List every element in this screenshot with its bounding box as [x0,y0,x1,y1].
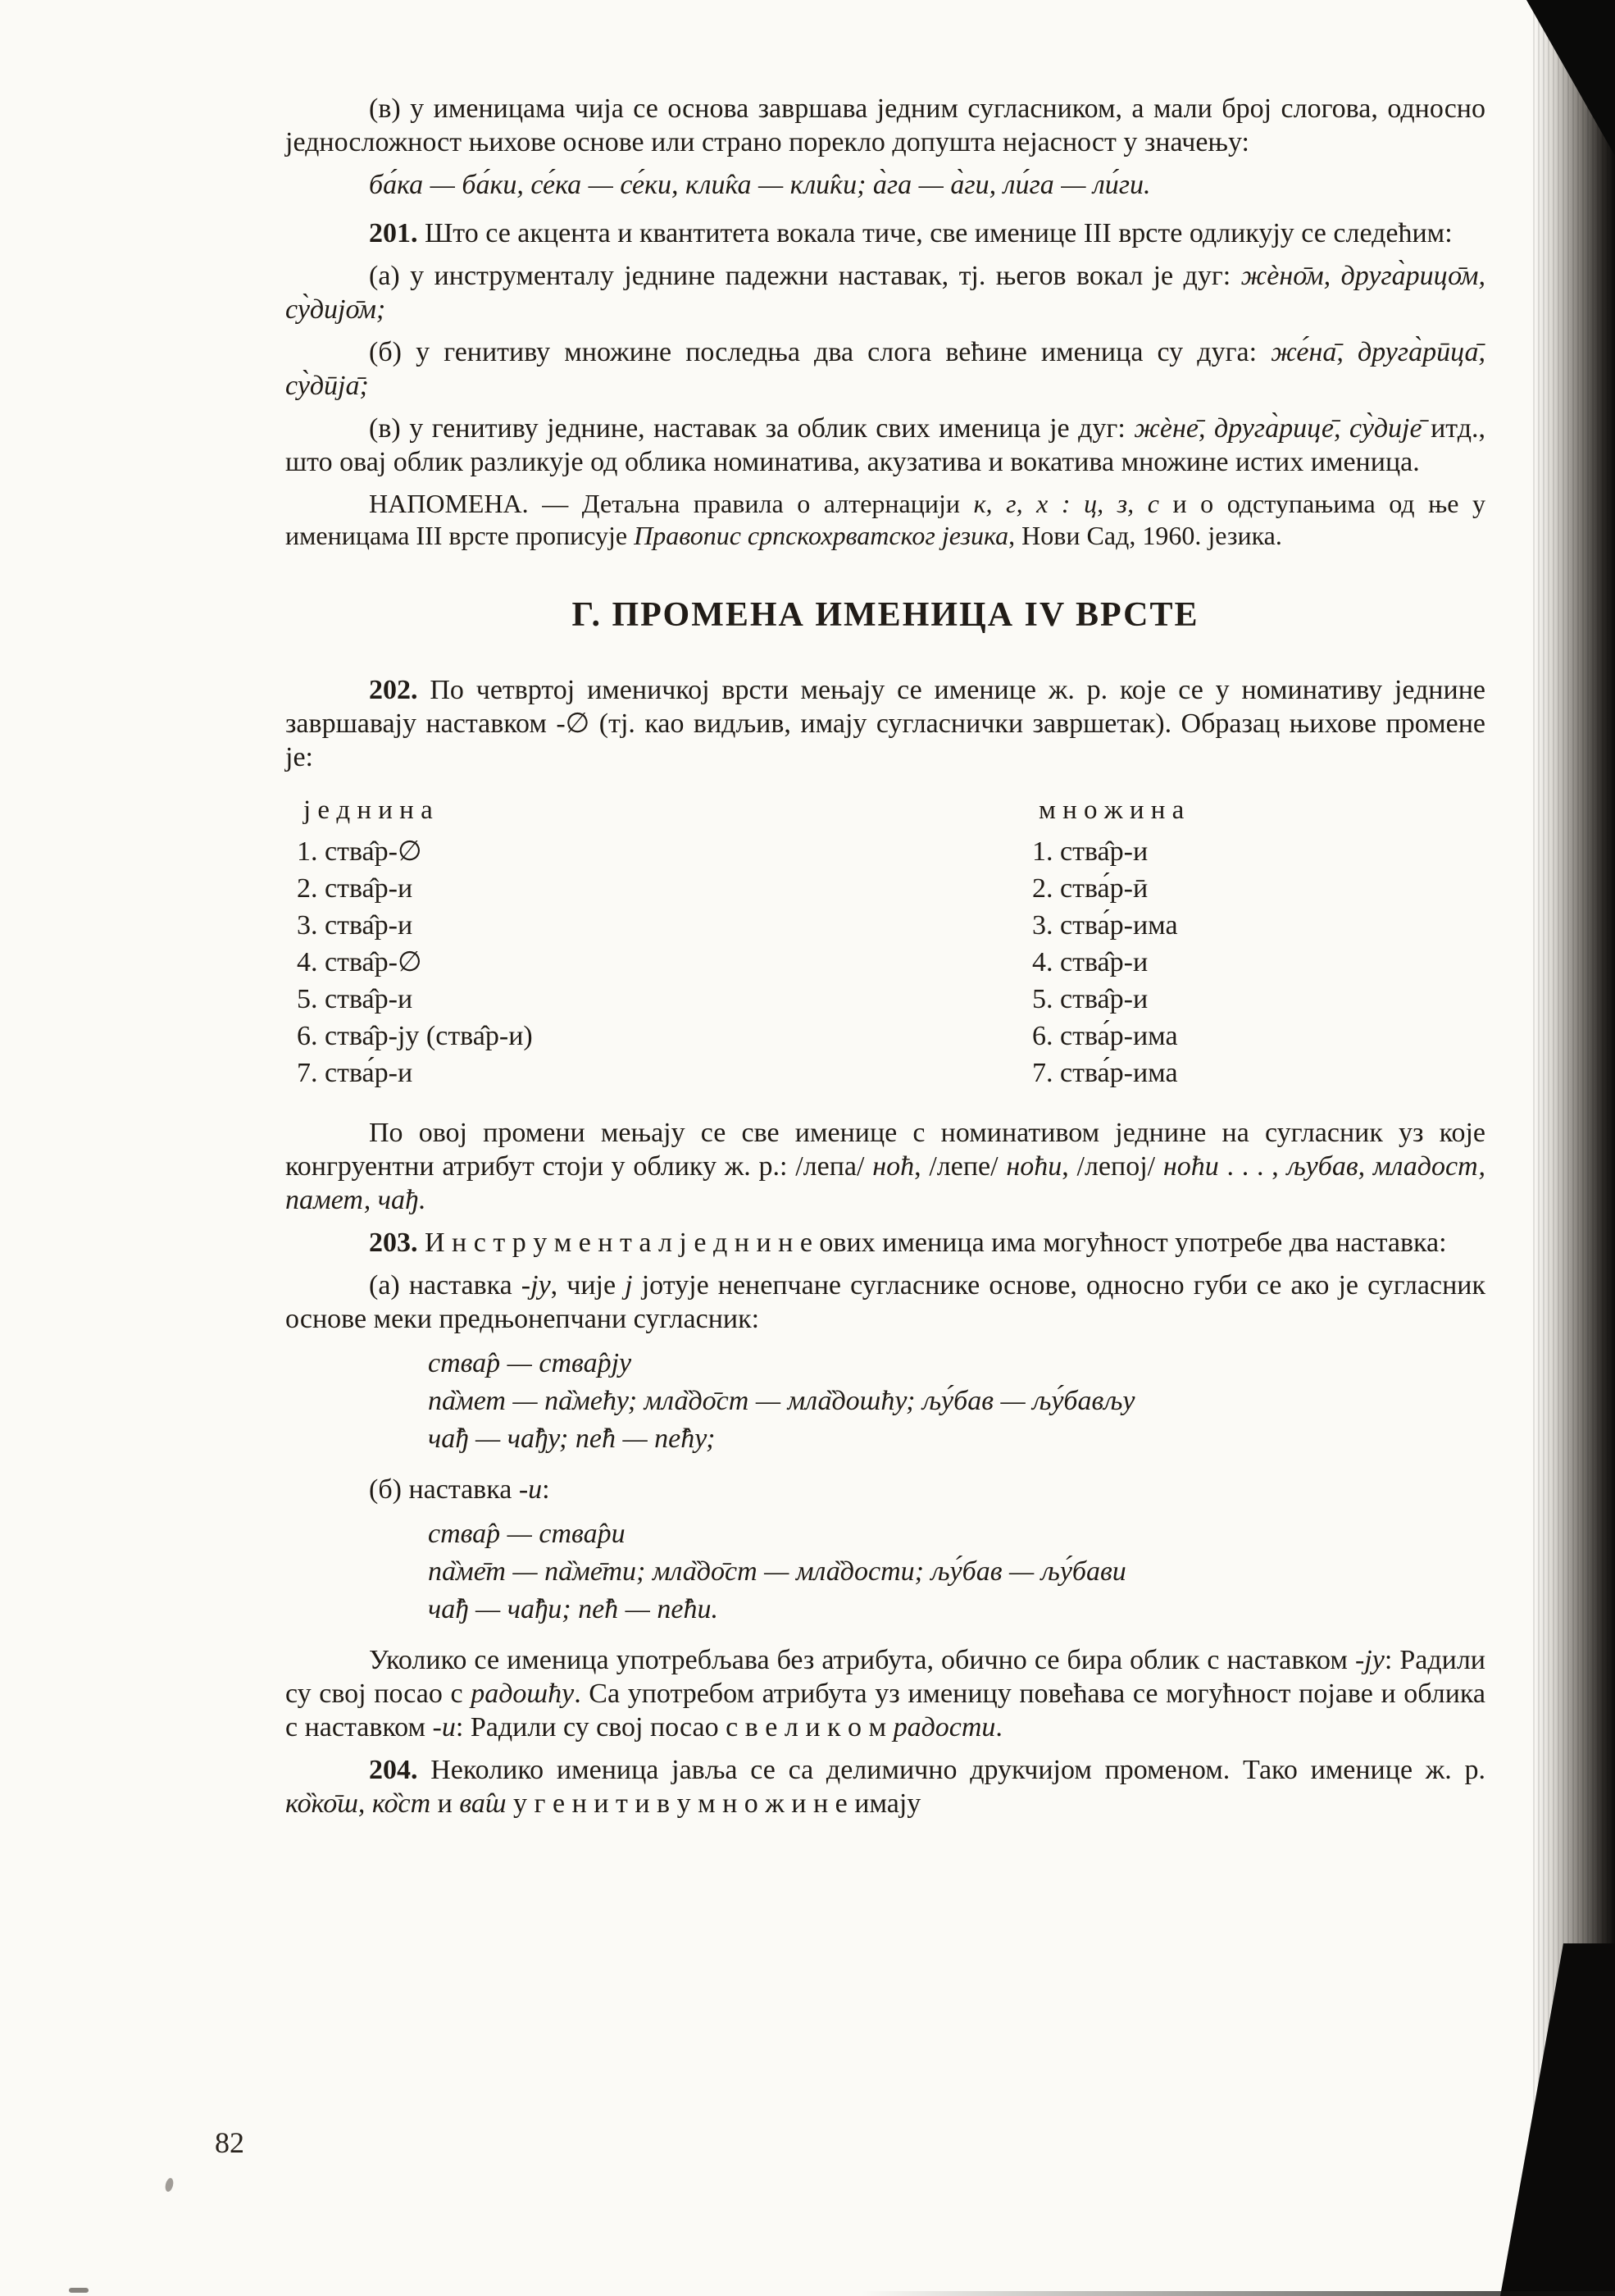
text-segment: Уколико се именица употребљава без атрибута, обично се бира облик с наставком [369,1645,1355,1675]
text-segment: : [542,1474,550,1505]
text-segment: ва̂ш [459,1788,507,1819]
text-segment: -ју [1354,1645,1385,1675]
paradigm-row: 7. ства́р-и [297,1058,413,1088]
singular-column [297,792,1032,1091]
text-segment: НАПОМЕНА. — Детаљна правила о алтернацији [369,489,974,518]
text-segment: , Нови Сад, 1960. језика. [1008,521,1282,550]
singular-header: ј е д н и н а [303,795,433,825]
example-line: па̏мет — па̏мећу; мла̏до̄ст — мла̏дошћу; љу́бав — љу́бављу [428,1386,1135,1416]
example-line-baka [285,168,1485,202]
paradigm-row: 4. ства̂р-и [1032,947,1149,977]
text-segment: јотује ненепчане сугласнике основе, односно губи се ако је сугласник основе меки предњонепчани сугласник: [285,1270,1485,1334]
paradigm-row: 2. ства́р-ӣ [1032,873,1149,904]
text-segment: (б) наставка [369,1474,519,1505]
paradigm-row: 3. ства̂р-и [297,910,413,941]
text-segment: ноћ [872,1151,915,1182]
text-segment: -и [432,1712,456,1742]
text-segment: Правопис српскохрватског језика [634,521,1009,550]
text-segment: итд., што овај облик разликује од облика номинатива, акузатива и вокатива множине истих именица. [285,413,1485,477]
scan-corner-bottom [1500,1943,1615,2296]
text-segment: радошћу [471,1679,575,1709]
text-segment: , /лепој/ [1062,1151,1163,1182]
paradigm-row: 1. ства̂р-∅ [297,836,422,867]
text-segment: ноћи [1162,1151,1219,1182]
text-segment: (а) наставка [369,1270,521,1301]
text-segment: радости [893,1712,996,1742]
text-segment: . [995,1712,1003,1742]
scan-mark-bottom-left [69,2288,89,2293]
paragraph-201-b [285,335,1485,403]
text-segment: ба́ка — ба́ки, се́ка — се́ки, кли̂ка — кли̂ки; а̀га — а̀ги, ли́га — ли́ги. [369,170,1151,200]
page-number: 82 [215,2126,244,2159]
text-segment: , чије [550,1270,626,1301]
text-segment: к, г, х : ц, з, с [973,489,1159,518]
text-segment: 203. [369,1228,418,1258]
text-segment: жѐне̄, друга̀рице̄, су̀дије̄ [1134,413,1422,444]
paragraph-napomena [285,488,1485,552]
text-segment: ј [625,1270,633,1301]
paradigm-row: 2. ства̂р-и [297,873,413,904]
example-line: ча̂ђ — ча̂ђу; пе̂ћ — пе̂ћу; [428,1424,716,1454]
paradigm-row: 1. ства̂р-и [1032,836,1149,867]
text-segment: и о одступањима од ње у именицама III врсте прописује [285,489,1486,550]
text-segment: 202. [369,675,418,705]
singular-rows [297,833,1032,1091]
text-segment: љубав, младост, памет, чађ [285,1151,1485,1215]
text-segment: : Радили су свој посао с [285,1645,1485,1709]
text-segment: жѐно̄м, друга̀рицо̄м, су̀дијо̄м; [285,261,1485,325]
example-block-ju [285,1345,1485,1458]
text-segment: Неколико именица јавља се са делимично друкчијом променом. Тако именице ж. р. [417,1755,1485,1785]
paradigm-row: 3. ства́р-има [1032,910,1178,941]
text-segment: : Радили су свој посао с в е л и к о м [455,1712,894,1742]
paragraph-202 [285,673,1485,774]
text-segment: же́на̄, друга̀рӣца̄, су̀дӣја̄; [285,337,1485,401]
example-line: па̏ме̄т — па̏ме̄ти; мла̏до̄ст — мла̏дости; љу́бав — љу́бави [428,1556,1126,1587]
section-heading: Г. ПРОМЕНА ИМЕНИЦА IV ВРСТЕ [571,596,1199,634]
text-segment: и [430,1788,460,1819]
text-segment: . [418,1185,425,1215]
example-line: ства̂р — ства̂рју [428,1348,632,1378]
scan-smudge [164,2177,175,2193]
example-line: ства̂р — ства̂ри [428,1519,626,1549]
paragraph-po-ovoj [285,1116,1485,1217]
example-block-i [285,1515,1485,1629]
text-segment: , /лепе/ [914,1151,1007,1182]
paragraph-201-v [285,412,1485,479]
paragraph-v-intro [285,92,1485,159]
text-segment: (а) у инструменталу једнине падежни наставак, тј. његов вокал је дуг: [369,261,1241,291]
text-segment: 204. [369,1755,418,1785]
paradigm-row: 7. ства́р-има [1032,1058,1178,1088]
paragraph-203-a [285,1269,1485,1336]
paragraph-201 [285,216,1485,250]
paradigm-row: 5. ства̂р-и [1032,984,1149,1014]
paradigm-row: 5. ства̂р-и [297,984,413,1014]
text-segment: (в) у генитиву једнине, наставак за облик свих именица је дуг: [369,413,1135,444]
page-content [285,92,1485,1829]
paragraph-203 [285,1226,1485,1260]
text-segment: -и [518,1474,543,1505]
paradigm-row: 4. ства̂р-∅ [297,947,422,977]
text-segment: (в) у именицама чија се основа завршава једним сугласником, а мали број слогова, односно једносложност њихове основе или страно порекло допушта нејасност у значењу: [285,93,1485,157]
text-segment: (б) у генитиву множине последња два слога већине именица су дуга: [369,337,1272,367]
scan-edge-bottom [861,2291,1615,2296]
text-segment: . . . , [1218,1151,1287,1182]
text-segment: По четвртој именичкој врсти мењају се именице ж. р. које се у номинативу једнине завршавају наставком -∅ (тј. као видљив, имају сугласнички завршетак). Образац њихове промене је: [285,675,1485,772]
declension-table [285,792,1485,1091]
text-segment: -ју [521,1270,551,1301]
text-segment: ноћи [1006,1151,1062,1182]
text-segment: И н с т р у м е н т а л ј е д н и н е ових именица има могућност употребе два наставка: [417,1228,1447,1258]
text-segment: По овој промени мењају се све именице с номинативом једнине на сугласник уз које конгруентни атрибут стоји у облику ж. р.: /лепа/ [285,1118,1485,1182]
paradigm-row: 6. ства̂р-ју (ства̂р-и) [297,1021,533,1051]
paragraph-204 [285,1753,1485,1820]
text-segment: Што се акцента и квантитета вокала тиче, све именице III врсте одликују се следећим: [417,218,1453,248]
plural-column [1032,792,1485,1091]
paradigm-row: 6. ства́р-има [1032,1021,1178,1051]
text-segment: . Са употребом атрибута уз именицу повећава се могућност појаве и облика с наставком [285,1679,1485,1742]
paragraph-ukoliko [285,1643,1485,1744]
text-segment: у г е н и т и в у м н о ж и н е имају [506,1788,921,1819]
plural-rows [1032,833,1485,1091]
plural-header: м н о ж и н а [1039,795,1185,825]
example-line: ча̂ђ — ча̂ђи; пе̂ћ — пе̂ћи. [428,1594,718,1624]
text-segment: 201. [369,218,418,248]
paragraph-203-b [285,1473,1485,1506]
text-segment: ко̏ко̄ш, ко̏ст [285,1788,431,1819]
paragraph-201-a [285,259,1485,326]
